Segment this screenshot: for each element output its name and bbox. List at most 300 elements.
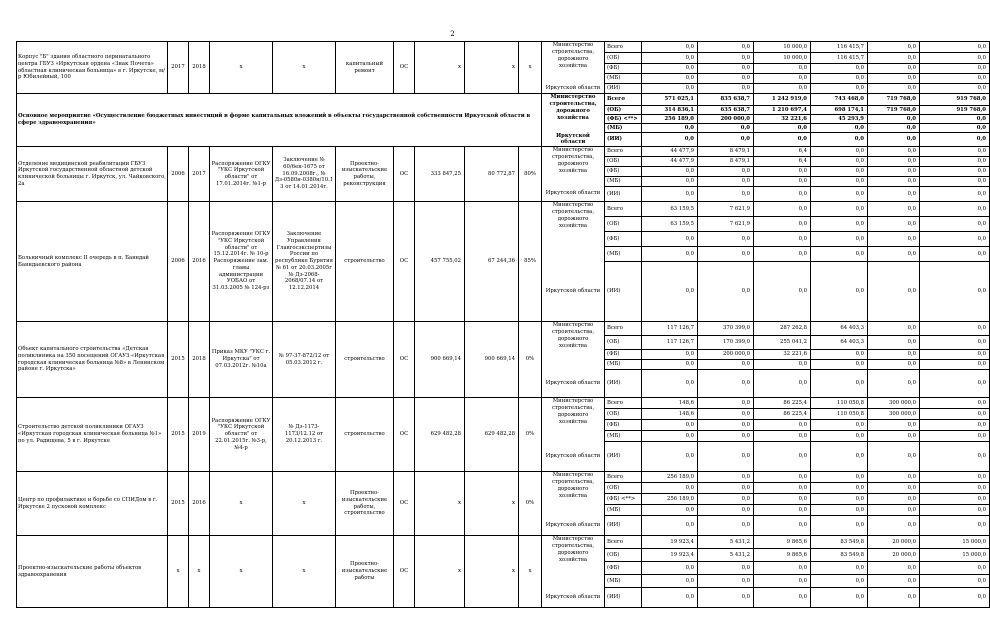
funding-value-year-1: 256 189,0 xyxy=(642,494,698,505)
funding-value-year-2: 370 399,0 xyxy=(698,322,754,336)
funding-value-year-5: 0,0 xyxy=(868,360,920,370)
funding-source-code: (ИИ) xyxy=(605,187,642,202)
funding-value-year-4: 0,0 xyxy=(811,588,868,608)
funding-value-year-2: 5 431,2 xyxy=(698,536,754,549)
funding-value-year-3: 32 221,6 xyxy=(754,350,811,360)
funding-value-year-1: 0,0 xyxy=(642,575,698,588)
funding-value-year-1: 148,6 xyxy=(642,409,698,420)
funding-value-year-1: 19 923,4 xyxy=(642,536,698,549)
funding-value-year-1: 0,0 xyxy=(642,442,698,472)
funding-value-year-4: 0,0 xyxy=(811,472,868,483)
funding-source-code: (ОБ) xyxy=(605,336,642,350)
work-type: Проектно-изыскательские работы, реконструкция xyxy=(336,147,394,202)
estimated-cost: х xyxy=(415,472,465,536)
funding-source-code: (ОБ) xyxy=(605,53,642,64)
funding-value-year-3: 0,0 xyxy=(754,167,811,177)
funding-source-code: (МБ) xyxy=(605,74,642,84)
funding-source-code: (МБ) xyxy=(605,124,642,133)
funding-value-year-1: 0,0 xyxy=(642,420,698,431)
funding-value-year-6: 919 768,0 xyxy=(920,106,990,115)
funding-value-year-4: 0,0 xyxy=(811,360,868,370)
funding-source-code: (ФБ) xyxy=(605,64,642,74)
funding-value-year-6: 0,0 xyxy=(920,370,990,398)
funding-value-year-1: 0,0 xyxy=(642,53,698,64)
funding-value-year-3: 0,0 xyxy=(754,370,811,398)
funding-value-year-5: 0,0 xyxy=(868,167,920,177)
ownership-form: ОС xyxy=(394,472,415,536)
funding-value-year-1: 571 025,1 xyxy=(642,94,698,106)
funding-value-year-2: 8 479,1 xyxy=(698,157,754,167)
responsible-region: Иркутской области xyxy=(542,370,605,398)
funding-value-year-4: 64 403,3 xyxy=(811,336,868,350)
approval-document: Распоряжение ОГКУ "УКС Иркутской области" от 15.12.2014г. № 10-р Распоряжение зам. главы администрации УОБАО от 31.03.2005 № 124-рз xyxy=(210,202,273,322)
funding-value-year-1: 256 189,0 xyxy=(642,472,698,483)
end-year: 2016 xyxy=(189,472,210,536)
remaining-cost: х xyxy=(465,42,519,94)
funding-value-year-3: 6,4 xyxy=(754,157,811,167)
funding-value-year-6: 0,0 xyxy=(920,42,990,53)
end-year: 2018 xyxy=(189,322,210,398)
remaining-cost: х xyxy=(465,472,519,536)
funding-value-year-5: 0,0 xyxy=(868,64,920,74)
funding-value-year-2: 200 000,0 xyxy=(698,350,754,360)
funding-value-year-1: 256 189,0 xyxy=(642,115,698,124)
funding-source-code: (ФБ) <**> xyxy=(605,115,642,124)
start-year: 2017 xyxy=(168,42,189,94)
funding-value-year-3: 0,0 xyxy=(754,124,811,133)
funding-value-year-3: 0,0 xyxy=(754,74,811,84)
responsible-ministry: Министерство строительства, дорожного хозяйства xyxy=(542,202,605,262)
funding-value-year-1: 148,6 xyxy=(642,398,698,409)
funding-source-code: (МБ) xyxy=(605,360,642,370)
funding-value-year-2: 0,0 xyxy=(698,53,754,64)
funding-value-year-4: 743 468,0 xyxy=(811,94,868,106)
responsible-ministry: Министерство строительства, дорожного хозяйства xyxy=(542,94,605,133)
funding-value-year-6: 0,0 xyxy=(920,442,990,472)
funding-value-year-2: 0,0 xyxy=(698,360,754,370)
funding-value-year-4: 0,0 xyxy=(811,84,868,94)
ownership-form: ОС xyxy=(394,322,415,398)
funding-value-year-2: 0,0 xyxy=(698,177,754,187)
funding-value-year-1: 0,0 xyxy=(642,232,698,247)
funding-value-year-2: 0,0 xyxy=(698,420,754,431)
funding-value-year-5: 719 768,0 xyxy=(868,94,920,106)
funding-value-year-5: 0,0 xyxy=(868,177,920,187)
project-name: Отделение медицинской реабилитации ГБУЗ Иркутской государственной областной детской клинической больницы г. Иркутск, ул. Чайковского, 2а xyxy=(17,147,168,202)
funding-value-year-3: 0,0 xyxy=(754,516,811,536)
funding-source-code: Всего xyxy=(605,536,642,549)
funding-value-year-5: 0,0 xyxy=(868,247,920,262)
funding-value-year-6: 0,0 xyxy=(920,64,990,74)
funding-value-year-5: 0,0 xyxy=(868,217,920,232)
funding-value-year-1: 117 126,7 xyxy=(642,322,698,336)
funding-value-year-4: 0,0 xyxy=(811,505,868,516)
funding-value-year-1: 0,0 xyxy=(642,588,698,608)
funding-value-year-3: 1 210 697,4 xyxy=(754,106,811,115)
funding-source-code: (ОБ) xyxy=(605,483,642,494)
funding-value-year-1: 0,0 xyxy=(642,42,698,53)
funding-source-code: Всего xyxy=(605,42,642,53)
project-name: Корпус "Б" здания областного перинатального центра ГБУЗ «Иркутская ордена «Знак Почета» областная клиническая больница» в г. Иркутске, м/р Юбилейный, 100 xyxy=(17,42,168,94)
funding-value-year-3: 0,0 xyxy=(754,575,811,588)
funding-value-year-6: 0,0 xyxy=(920,472,990,483)
funding-value-year-6: 0,0 xyxy=(920,84,990,94)
funding-value-year-5: 0,0 xyxy=(868,336,920,350)
project-name: Больничный комплекс II очередь в п. Баяндай Баяндаевского района xyxy=(17,202,168,322)
funding-value-year-6: 0,0 xyxy=(920,247,990,262)
funding-source-code: (ОБ) xyxy=(605,217,642,232)
funding-value-year-4: 0,0 xyxy=(811,124,868,133)
work-type: строительство xyxy=(336,202,394,322)
funding-source-code: (МБ) xyxy=(605,177,642,187)
funding-value-year-6: 0,0 xyxy=(920,124,990,133)
responsible-ministry: Министерство строительства, дорожного хозяйства xyxy=(542,322,605,370)
expertise-conclusion: № Дз-1173-1173/12.12 от 20.12.2013 г. xyxy=(273,398,336,472)
funding-value-year-1: 0,0 xyxy=(642,74,698,84)
funding-value-year-3: 10 000,0 xyxy=(754,53,811,64)
approval-document: Распоряжение ОГКУ "УКС Иркутской области" от 17.01.2014г. №1-р xyxy=(210,147,273,202)
funding-value-year-2: 0,0 xyxy=(698,64,754,74)
funding-value-year-6: 0,0 xyxy=(920,420,990,431)
ownership-form: ОС xyxy=(394,536,415,608)
funding-value-year-5: 0,0 xyxy=(868,74,920,84)
funding-value-year-4: 110 050,8 xyxy=(811,409,868,420)
estimated-cost: х xyxy=(415,536,465,608)
funding-value-year-1: 0,0 xyxy=(642,167,698,177)
funding-value-year-1: 44 477,9 xyxy=(642,147,698,157)
funding-value-year-6: 0,0 xyxy=(920,147,990,157)
funding-source-code: (ОБ) xyxy=(605,409,642,420)
funding-value-year-4: 0,0 xyxy=(811,167,868,177)
funding-source-code: (ИИ) xyxy=(605,370,642,398)
funding-source-code: (ФБ) xyxy=(605,350,642,360)
funding-value-year-3: 86 225,4 xyxy=(754,409,811,420)
end-year: х xyxy=(189,536,210,608)
expertise-conclusion: х xyxy=(273,42,336,94)
funding-value-year-4: 0,0 xyxy=(811,217,868,232)
funding-value-year-5: 0,0 xyxy=(868,157,920,167)
funding-value-year-1: 63 159,5 xyxy=(642,202,698,217)
funding-value-year-6: 0,0 xyxy=(920,505,990,516)
funding-source-code: (ОБ) xyxy=(605,549,642,562)
funding-source-code: (ФБ) xyxy=(605,420,642,431)
funding-value-year-6: 0,0 xyxy=(920,322,990,336)
ownership-form: ОС xyxy=(394,398,415,472)
funding-value-year-5: 0,0 xyxy=(868,516,920,536)
project-name: Проектно-изыскательские работы объектов здравоохранения xyxy=(17,536,168,608)
funding-value-year-5: 20 000,0 xyxy=(868,549,920,562)
funding-value-year-6: 0,0 xyxy=(920,398,990,409)
funding-value-year-4: 0,0 xyxy=(811,516,868,536)
funding-source-code: (ИИ) xyxy=(605,262,642,322)
funding-value-year-4: 0,0 xyxy=(811,157,868,167)
responsible-ministry: Министерство строительства, дорожного хозяйства xyxy=(542,42,605,84)
funding-value-year-6: 0,0 xyxy=(920,202,990,217)
funding-value-year-4: 0,0 xyxy=(811,431,868,442)
funding-value-year-1: 0,0 xyxy=(642,177,698,187)
start-year: 2015 xyxy=(168,398,189,472)
expertise-conclusion: х xyxy=(273,472,336,536)
funding-source-code: Всего xyxy=(605,322,642,336)
funding-source-code: (ФБ) xyxy=(605,562,642,575)
funding-value-year-6: 0,0 xyxy=(920,516,990,536)
funding-value-year-5: 0,0 xyxy=(868,42,920,53)
funding-value-year-4: 0,0 xyxy=(811,494,868,505)
funding-value-year-2: 0,0 xyxy=(698,74,754,84)
funding-value-year-5: 300 000,0 xyxy=(868,409,920,420)
estimated-cost: 629 482,28 xyxy=(415,398,465,472)
funding-value-year-2: 8 479,1 xyxy=(698,147,754,157)
funding-value-year-2: 0,0 xyxy=(698,187,754,202)
funding-value-year-3: 0,0 xyxy=(754,187,811,202)
funding-source-code: (ФБ) xyxy=(605,232,642,247)
funding-value-year-3: 0,0 xyxy=(754,262,811,322)
expertise-conclusion: Заключение № 60/6ен-1675 от 16.09.2008г., № Дз-0580н-0380н/10.13 от 14.01.2014г. xyxy=(273,147,336,202)
funding-value-year-4: 83 549,8 xyxy=(811,549,868,562)
table-row xyxy=(17,536,990,549)
ownership-form: ОС xyxy=(394,42,415,94)
funding-value-year-5: 0,0 xyxy=(868,53,920,64)
funding-value-year-1: 0,0 xyxy=(642,360,698,370)
funding-value-year-5: 0,0 xyxy=(868,147,920,157)
readiness-percent: 0% xyxy=(519,322,542,398)
table-row xyxy=(17,472,990,483)
funding-value-year-5: 0,0 xyxy=(868,505,920,516)
funding-value-year-3: 0,0 xyxy=(754,472,811,483)
funding-source-code: (ИИ) xyxy=(605,442,642,472)
funding-value-year-6: 0,0 xyxy=(920,53,990,64)
funding-value-year-1: 19 923,4 xyxy=(642,549,698,562)
funding-value-year-3: 0,0 xyxy=(754,177,811,187)
funding-value-year-5: 0,0 xyxy=(868,262,920,322)
funding-value-year-2: 0,0 xyxy=(698,262,754,322)
funding-value-year-6: 0,0 xyxy=(920,133,990,147)
approval-document: Распоряжение ОГКУ "УКС Иркутской области" от 22.01.2015г. №3-р, №4-р xyxy=(210,398,273,472)
readiness-percent: х xyxy=(519,536,542,608)
funding-value-year-6: 0,0 xyxy=(920,431,990,442)
end-year: 2019 xyxy=(189,398,210,472)
work-type: Проектно-изыскательские работы, строительство xyxy=(336,472,394,536)
estimated-cost: х xyxy=(415,42,465,94)
funding-value-year-6: 0,0 xyxy=(920,115,990,124)
funding-value-year-1: 44 477,9 xyxy=(642,157,698,167)
responsible-region: Иркутской области xyxy=(542,84,605,94)
funding-value-year-4: 45 293,9 xyxy=(811,115,868,124)
funding-value-year-4: 0,0 xyxy=(811,442,868,472)
funding-value-year-3: 0,0 xyxy=(754,84,811,94)
estimated-cost: 457 755,02 xyxy=(415,202,465,322)
readiness-percent: 85% xyxy=(519,202,542,322)
funding-value-year-4: 116 415,7 xyxy=(811,53,868,64)
table-row xyxy=(17,94,990,106)
responsible-region: Иркутской области xyxy=(542,187,605,202)
funding-value-year-3: 9 865,6 xyxy=(754,536,811,549)
funding-value-year-6: 0,0 xyxy=(920,167,990,177)
funding-source-code: Всего xyxy=(605,94,642,106)
readiness-percent: 0% xyxy=(519,398,542,472)
approval-document: х xyxy=(210,536,273,608)
funding-value-year-4: 116 415,7 xyxy=(811,42,868,53)
funding-source-code: Всего xyxy=(605,398,642,409)
funding-value-year-6: 0,0 xyxy=(920,409,990,420)
project-name: Центр по профилактике и борьбе со СПИДом в г. Иркутске 2 пусковой комплекс xyxy=(17,472,168,536)
funding-value-year-2: 0,0 xyxy=(698,494,754,505)
funding-value-year-2: 7 621,9 xyxy=(698,202,754,217)
remaining-cost: 80 772,87 xyxy=(465,147,519,202)
funding-source-code: Всего xyxy=(605,202,642,217)
funding-value-year-3: 0,0 xyxy=(754,505,811,516)
funding-value-year-1: 0,0 xyxy=(642,262,698,322)
funding-value-year-6: 0,0 xyxy=(920,588,990,608)
funding-value-year-5: 0,0 xyxy=(868,588,920,608)
funding-value-year-5: 300 000,0 xyxy=(868,398,920,409)
responsible-region: Иркутской области xyxy=(542,516,605,536)
funding-source-code: (ОБ) xyxy=(605,106,642,115)
funding-value-year-2: 0,0 xyxy=(698,442,754,472)
readiness-percent: 0% xyxy=(519,472,542,536)
funding-value-year-2: 0,0 xyxy=(698,133,754,147)
funding-value-year-3: 0,0 xyxy=(754,202,811,217)
funding-value-year-2: 0,0 xyxy=(698,370,754,398)
readiness-percent: х xyxy=(519,42,542,94)
funding-value-year-4: 64 403,3 xyxy=(811,322,868,336)
table-row xyxy=(17,147,990,157)
remaining-cost: х xyxy=(465,536,519,608)
funding-source-code: (ОБ) xyxy=(605,157,642,167)
funding-value-year-5: 0,0 xyxy=(868,133,920,147)
funding-value-year-3: 0,0 xyxy=(754,431,811,442)
funding-value-year-3: 32 221,6 xyxy=(754,115,811,124)
funding-value-year-2: 635 638,7 xyxy=(698,106,754,115)
funding-value-year-2: 0,0 xyxy=(698,42,754,53)
work-type: строительство xyxy=(336,322,394,398)
start-year: 2006 xyxy=(168,202,189,322)
funding-value-year-2: 0,0 xyxy=(698,431,754,442)
start-year: 2015 xyxy=(168,472,189,536)
responsible-region: Иркутской области xyxy=(542,133,605,147)
responsible-region: Иркутской области xyxy=(542,442,605,472)
funding-value-year-3: 0,0 xyxy=(754,360,811,370)
funding-source-code: (ФБ) <**> xyxy=(605,494,642,505)
funding-value-year-5: 0,0 xyxy=(868,202,920,217)
funding-value-year-1: 0,0 xyxy=(642,124,698,133)
funding-value-year-6: 0,0 xyxy=(920,483,990,494)
funding-value-year-4: 0,0 xyxy=(811,420,868,431)
end-year: 2017 xyxy=(189,147,210,202)
funding-value-year-4: 0,0 xyxy=(811,202,868,217)
funding-value-year-4: 110 050,8 xyxy=(811,398,868,409)
funding-value-year-4: 698 174,1 xyxy=(811,106,868,115)
start-year: 2006 xyxy=(168,147,189,202)
funding-value-year-3: 0,0 xyxy=(754,483,811,494)
funding-source-code: (МБ) xyxy=(605,505,642,516)
funding-value-year-6: 0,0 xyxy=(920,157,990,167)
funding-value-year-4: 83 549,8 xyxy=(811,536,868,549)
funding-value-year-3: 0,0 xyxy=(754,562,811,575)
funding-value-year-4: 0,0 xyxy=(811,147,868,157)
funding-value-year-6: 0,0 xyxy=(920,336,990,350)
funding-value-year-1: 314 836,1 xyxy=(642,106,698,115)
table-row xyxy=(17,398,990,409)
funding-value-year-5: 0,0 xyxy=(868,115,920,124)
funding-value-year-3: 0,0 xyxy=(754,64,811,74)
funding-value-year-1: 0,0 xyxy=(642,187,698,202)
funding-value-year-2: 0,0 xyxy=(698,167,754,177)
funding-value-year-6: 0,0 xyxy=(920,562,990,575)
funding-value-year-3: 0,0 xyxy=(754,442,811,472)
responsible-ministry: Министерство строительства, дорожного хозяйства xyxy=(542,398,605,442)
funding-value-year-3: 287 262,8 xyxy=(754,322,811,336)
funding-source-code: (ИИ) xyxy=(605,84,642,94)
funding-value-year-3: 0,0 xyxy=(754,232,811,247)
funding-value-year-2: 0,0 xyxy=(698,124,754,133)
funding-value-year-1: 0,0 xyxy=(642,84,698,94)
funding-value-year-1: 0,0 xyxy=(642,370,698,398)
remaining-cost: 900 669,14 xyxy=(465,322,519,398)
funding-value-year-2: 0,0 xyxy=(698,472,754,483)
ownership-form: ОС xyxy=(394,147,415,202)
remaining-cost: 629 482,28 xyxy=(465,398,519,472)
funding-value-year-2: 200 000,0 xyxy=(698,115,754,124)
funding-value-year-6: 0,0 xyxy=(920,494,990,505)
responsible-ministry: Министерство строительства, дорожного хозяйства xyxy=(542,472,605,516)
funding-value-year-1: 0,0 xyxy=(642,431,698,442)
funding-source-code: Всего xyxy=(605,472,642,483)
funding-value-year-6: 0,0 xyxy=(920,360,990,370)
work-type: строительство xyxy=(336,398,394,472)
funding-value-year-2: 0,0 xyxy=(698,505,754,516)
work-type: капитальный ремонт xyxy=(336,42,394,94)
funding-value-year-1: 0,0 xyxy=(642,483,698,494)
funding-value-year-1: 0,0 xyxy=(642,133,698,147)
funding-value-year-2: 835 638,7 xyxy=(698,94,754,106)
funding-value-year-4: 0,0 xyxy=(811,133,868,147)
funding-value-year-5: 0,0 xyxy=(868,84,920,94)
approval-document: х xyxy=(210,42,273,94)
funding-value-year-6: 0,0 xyxy=(920,74,990,84)
funding-value-year-5: 0,0 xyxy=(868,472,920,483)
funding-value-year-5: 0,0 xyxy=(868,187,920,202)
funding-value-year-3: 9 865,6 xyxy=(754,549,811,562)
funding-source-code: (МБ) xyxy=(605,575,642,588)
funding-value-year-3: 0,0 xyxy=(754,133,811,147)
funding-value-year-1: 0,0 xyxy=(642,562,698,575)
funding-value-year-6: 15 000,0 xyxy=(920,536,990,549)
funding-value-year-1: 0,0 xyxy=(642,247,698,262)
responsible-ministry: Министерство строительства, дорожного хозяйства xyxy=(542,147,605,187)
funding-value-year-5: 0,0 xyxy=(868,483,920,494)
funding-value-year-6: 919 768,0 xyxy=(920,94,990,106)
funding-value-year-2: 0,0 xyxy=(698,575,754,588)
funding-value-year-2: 170 399,0 xyxy=(698,336,754,350)
funding-value-year-4: 0,0 xyxy=(811,562,868,575)
end-year: 2016 xyxy=(189,202,210,322)
funding-value-year-5: 0,0 xyxy=(868,124,920,133)
end-year: 2018 xyxy=(189,42,210,94)
funding-value-year-2: 0,0 xyxy=(698,483,754,494)
funding-value-year-5: 0,0 xyxy=(868,350,920,360)
expertise-conclusion: х xyxy=(273,536,336,608)
funding-value-year-2: 7 621,9 xyxy=(698,217,754,232)
funding-value-year-5: 0,0 xyxy=(868,575,920,588)
work-type: Проектно-изыскательские работы xyxy=(336,536,394,608)
funding-value-year-3: 255 041,2 xyxy=(754,336,811,350)
funding-value-year-4: 0,0 xyxy=(811,350,868,360)
funding-value-year-2: 0,0 xyxy=(698,247,754,262)
funding-value-year-5: 0,0 xyxy=(868,562,920,575)
funding-value-year-6: 0,0 xyxy=(920,217,990,232)
funding-value-year-3: 0,0 xyxy=(754,217,811,232)
